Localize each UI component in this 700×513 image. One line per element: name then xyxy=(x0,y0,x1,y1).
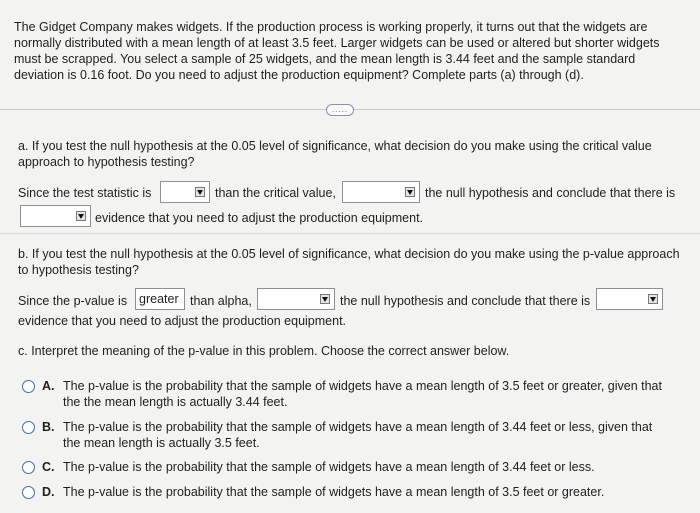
radio-button[interactable] xyxy=(22,461,35,474)
part-b-dropdown-comparison[interactable]: greater xyxy=(135,288,185,310)
part-a-text-1: Since the test statistic is xyxy=(18,186,152,200)
part-b-question-line: b. If you test the null hypothesis at the 0.05 level of significance, what decision do you make using the p-value approach xyxy=(18,247,680,261)
part-b-text-2: than alpha, xyxy=(190,294,252,308)
part-b-text-3: the null hypothesis and conclude that there is xyxy=(340,294,591,308)
option-text: the the mean length is actually 3.44 feet. xyxy=(63,395,288,409)
part-b-dropdown-evidence[interactable] xyxy=(596,288,663,310)
part-b-text-1: Since the p-value is xyxy=(18,294,128,308)
option-text: The p-value is the probability that the sample of widgets have a mean length of 3.5 feet or greater. xyxy=(63,485,605,499)
problem-line: must be scrapped. You select a sample of 25 widgets, and the mean length is 3.44 feet and the sample standard xyxy=(14,52,636,66)
option-text: The p-value is the probability that the sample of widgets have a mean length of 3.44 feet or less, given that xyxy=(63,420,653,434)
problem-line: normally distributed with a mean length of at least 3.5 feet. Larger widgets can be used or altered but shorter widgets xyxy=(14,36,660,50)
option-letter: A. xyxy=(42,379,55,393)
part-b-dropdown-decision[interactable] xyxy=(257,288,335,310)
chevron-down-icon xyxy=(405,187,415,197)
part-a-question-line: a. If you test the null hypothesis at the 0.05 level of significance, what decision do you make using the critical value xyxy=(18,139,652,153)
radio-button[interactable] xyxy=(22,421,35,434)
section-divider xyxy=(0,233,700,234)
problem-line: The Gidget Company makes widgets. If the production process is working properly, it turns out that the widgets are xyxy=(14,20,648,34)
part-a-text-3: the null hypothesis and conclude that there is xyxy=(425,186,676,200)
chevron-down-icon xyxy=(76,211,86,221)
chevron-down-icon xyxy=(195,187,205,197)
part-a-text-4: evidence that you need to adjust the production equipment. xyxy=(95,211,424,225)
chevron-down-icon xyxy=(320,294,330,304)
problem-statement xyxy=(14,19,694,83)
radio-button[interactable] xyxy=(22,380,35,393)
option-text: the mean length is actually 3.5 feet. xyxy=(63,436,260,450)
option-letter: C. xyxy=(42,460,55,474)
option-letter: B. xyxy=(42,420,55,434)
part-a-question-line: approach to hypothesis testing? xyxy=(18,155,195,169)
option-letter: D. xyxy=(42,485,55,499)
part-a-question xyxy=(18,138,693,170)
option-text: The p-value is the probability that the sample of widgets have a mean length of 3.5 feet or greater, given that xyxy=(63,379,662,393)
part-a-dropdown-decision[interactable] xyxy=(342,181,420,203)
part-b-question xyxy=(18,246,698,278)
part-b-question-line: to hypothesis testing? xyxy=(18,263,139,277)
part-a-dropdown-evidence[interactable] xyxy=(20,205,91,227)
radio-button[interactable] xyxy=(22,486,35,499)
option-text: The p-value is the probability that the sample of widgets have a mean length of 3.44 feet or less. xyxy=(63,460,595,474)
part-a-text-2: than the critical value, xyxy=(215,186,336,200)
part-b-text-4: evidence that you need to adjust the production equipment. xyxy=(18,314,347,328)
part-a-dropdown-comparison[interactable] xyxy=(160,181,210,203)
part-c-question: c. Interpret the meaning of the p-value in this problem. Choose the correct answer below. xyxy=(18,344,510,358)
problem-line: deviation is 0.16 foot. Do you need to adjust the production equipment? Complete parts (a) through (d). xyxy=(14,68,584,82)
expand-more-button[interactable]: ..... xyxy=(326,104,354,116)
chevron-down-icon xyxy=(648,294,658,304)
